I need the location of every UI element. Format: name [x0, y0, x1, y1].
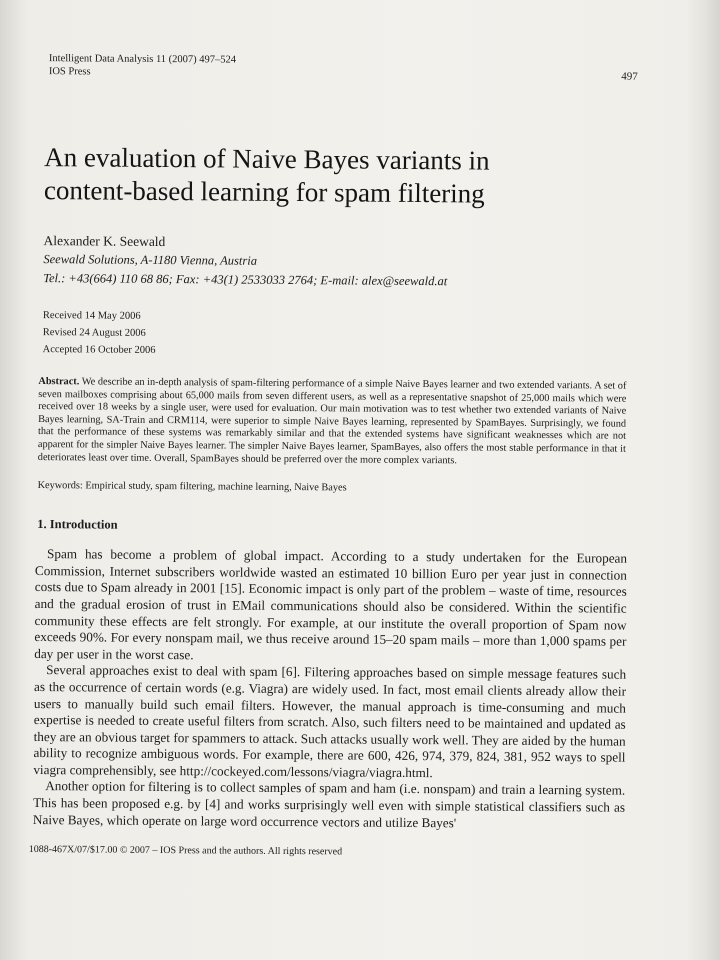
- publisher: IOS Press: [48, 66, 91, 78]
- author-contact: Tel.: +43(664) 110 68 86; Fax: +43(1) 2533033 2764; E-mail: alex@seewald.at: [43, 271, 448, 289]
- submission-dates: [43, 307, 636, 363]
- section-body: [33, 546, 627, 833]
- running-header: [35, 52, 638, 84]
- title-line-2: content-based learning for spam filtering: [43, 175, 485, 209]
- abstract-text: We describe an in-depth analysis of spam-filtering performance of a simple Naive Bayes learner and two extended variants. A set of seven mailboxes comprising about 65,000 mails from seven different users, as well as a representative snapshot of 25,000 mails which were received over 18 weeks by a single user, were used for evaluation. Our main motivation was to test whether two extended variants of Naive Bayes learning, SA-Train and CRM114, were superior to simple Naive Bayes learning, represented by SpamBayes. Surprisingly, we found that the performance of these systems was remarkably similar and that the extended systems have significant weaknesses which are not apparent for the simpler Naive Bayes learner. The simpler Naive Bayes learner, SpamBayes, also offers the most stable performance in that it deteriorates least over time. Overall, SpamBayes should be preferred over the more complex variants.: [37, 376, 627, 466]
- page-content: [29, 52, 638, 860]
- paragraph: Several approaches exist to deal with spam [6]. Filtering approaches based on simple message features such as the occurrence of certain words (e.g. Viagra) are widely used. In fact, most email clients already allow their users to manually build such email filters. However, the manual approach is time-consuming and much expertise is needed to create useful filters from scratch. Also, such filters need to be maintained and updated as they are an obvious target for spammers to attack. Such attacks usually work well. They are aided by the human ability to recognize ambiguous words. For example, there are 600, 426, 974, 379, 824, 381, 952 ways to spell viagra comprehensibly, see http://cockeyed.com/lessons/viagra/viagra.html.: [33, 662, 627, 781]
- journal-line: Intelligent Data Analysis 11 (2007) 497–524: [48, 53, 237, 66]
- page-binding-edge: [686, 0, 720, 960]
- paragraph: Spam has become a problem of global impact. According to a study undertaken for the European Commission, Internet subscribers worldwide wasted an estimated 10 billion Euro per year just in connection costs due to Spam already in 2001 [15]. Economic impact is only part of the problem – waste of time, resources and the gradual erosion of trust in EMail communications should also be considered. Within the scientific community these effects are felt strongly. For example, at our institute the overall proportion of Spam now exceeds 90%. For every nonspam mail, we thus receive around 15–20 spam mails – more than 1,000 spams per day per user in the worst case.: [34, 546, 628, 662]
- author-name: Alexander K. Seewald: [43, 233, 166, 250]
- paper-title: [44, 141, 638, 212]
- page-number: 497: [621, 70, 638, 83]
- abstract: [38, 376, 627, 469]
- paragraph: Another option for filtering is to collect samples of spam and ham (i.e. nonspam) and train a learning system. This has been proposed e.g. by [4] and works surprisingly well even with simple statistical classifiers such as Naive Bayes, which operate on large word occurrence vectors and utilize Bayes': [32, 778, 626, 830]
- received-date: Received 14 May 2006: [42, 310, 141, 322]
- keywords: Keywords: Empirical study, spam filtering, machine learning, Naive Bayes: [37, 480, 347, 494]
- accepted-date: Accepted 16 October 2006: [42, 344, 156, 356]
- revised-date: Revised 24 August 2006: [42, 327, 146, 339]
- author-affiliation: Seewald Solutions, A-1180 Vienna, Austria: [43, 252, 258, 268]
- title-line-1: An evaluation of Naive Bayes variants in: [44, 142, 490, 176]
- journal-info: [49, 52, 236, 80]
- abstract-label: Abstract.: [38, 376, 80, 388]
- section-heading: 1. Introduction: [37, 517, 118, 532]
- copyright-footer: 1088-467X/07/$17.00 © 2007 – IOS Press and the authors. All rights reserved: [28, 844, 343, 858]
